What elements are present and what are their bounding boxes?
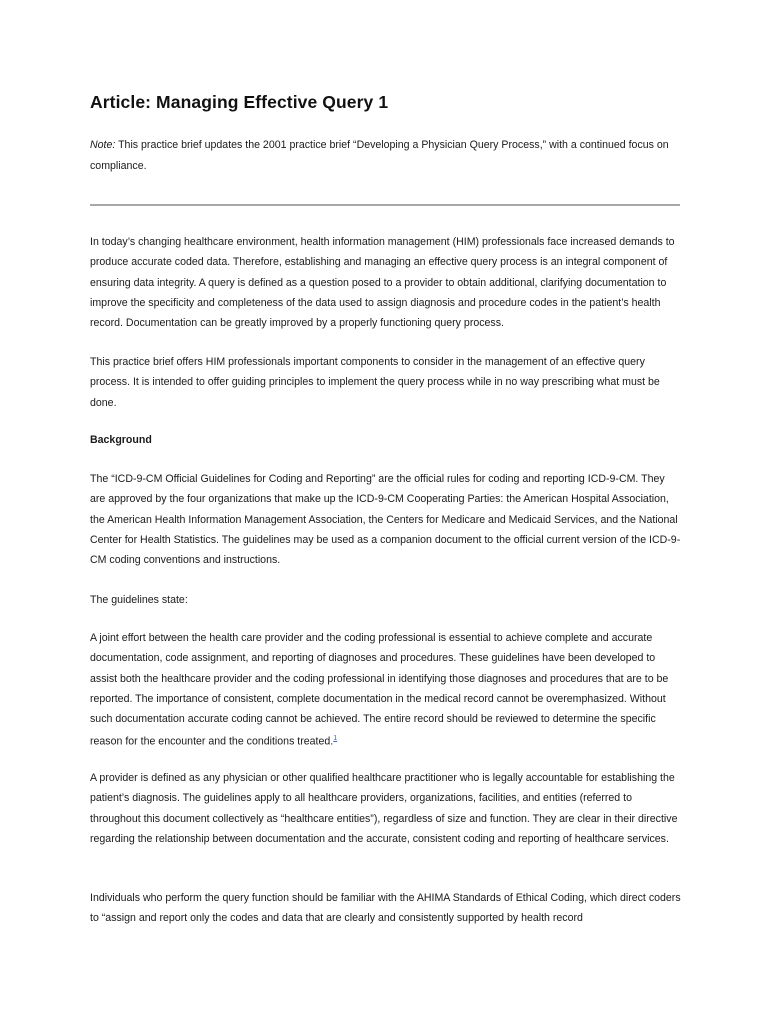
horizontal-divider: [90, 204, 680, 206]
paragraph-guidelines-state: The guidelines state:: [90, 594, 188, 606]
article-title: Article: Managing Effective Query 1: [90, 92, 389, 112]
paragraph-intro: In today’s changing healthcare environment, health information management (HIM) professionals face increased demands to produce accurate coded data. Therefore, establishing and managing an effective query process is an integral component of ensuring data integrity. A query is defined as a question posed to a provider to obtain additional, clarifying documentation to improve the specificity and completeness of the data used to assign diagnosis and procedure codes in the patient’s health record. Documentation can be greatly improved by a properly functioning query process.: [90, 236, 675, 330]
paragraph-provider-definition: A provider is defined as any physician or other qualified healthcare practitioner who is legally accountable for establishing the patient’s diagnosis. The guidelines apply to all healthcare providers, organizations, facilities, and entities (referred to throughout this document collectively as “healthcare entities”), regardless of size and function. They are clear in their directive regarding the relationship between documentation and the accurate, consistent coding and reporting of healthcare services.: [90, 772, 678, 845]
section-heading-background: Background: [90, 434, 152, 446]
note-text: This practice brief updates the 2001 practice brief “Developing a Physician Query Process,” with a continued focus on compliance.: [90, 139, 669, 172]
paragraph-purpose: This practice brief offers HIM professionals important components to consider in the management of an effective query process. It is intended to offer guiding principles to implement the query process while in no way prescribing what must be done.: [90, 356, 660, 409]
paragraph-guidelines: The “ICD-9-CM Official Guidelines for Coding and Reporting” are the official rules for coding and reporting ICD-9-CM. They are approved by the four organizations that make up the ICD-9-CM Cooperating Parties: the American Hospital Association, the American Health Information Management Association, the Centers for Medicare and Medicaid Services, and the National Center for Health Statistics. The guidelines may be used as a companion document to the official current version of the ICD-9-CM coding conventions and instructions.: [90, 473, 681, 567]
note-label: Note:: [90, 139, 116, 151]
quoted-guidelines-paragraph: [90, 628, 682, 752]
paragraph-query-function: Individuals who perform the query function should be familiar with the AHIMA Standards of Ethical Coding, which direct coders to “assign and report only the codes and data that are clearly and consistently supported by health record: [90, 892, 681, 925]
editor-note: [90, 135, 680, 176]
quoted-guidelines-text: A joint effort between the health care provider and the coding professional is essential to achieve complete and accurate documentation, code assignment, and reporting of diagnoses and procedures. These guidelines have been developed to assist both the healthcare provider and the coding professional in identifying those diagnoses and procedures that are to be reported. The importance of consistent, complete documentation in the medical record cannot be overemphasized. Without such documentation accurate coding cannot be achieved. The entire record should be reviewed to determine the specific reason for the encounter and the conditions treated.: [90, 632, 669, 749]
footnote-link[interactable]: 1: [333, 735, 338, 743]
